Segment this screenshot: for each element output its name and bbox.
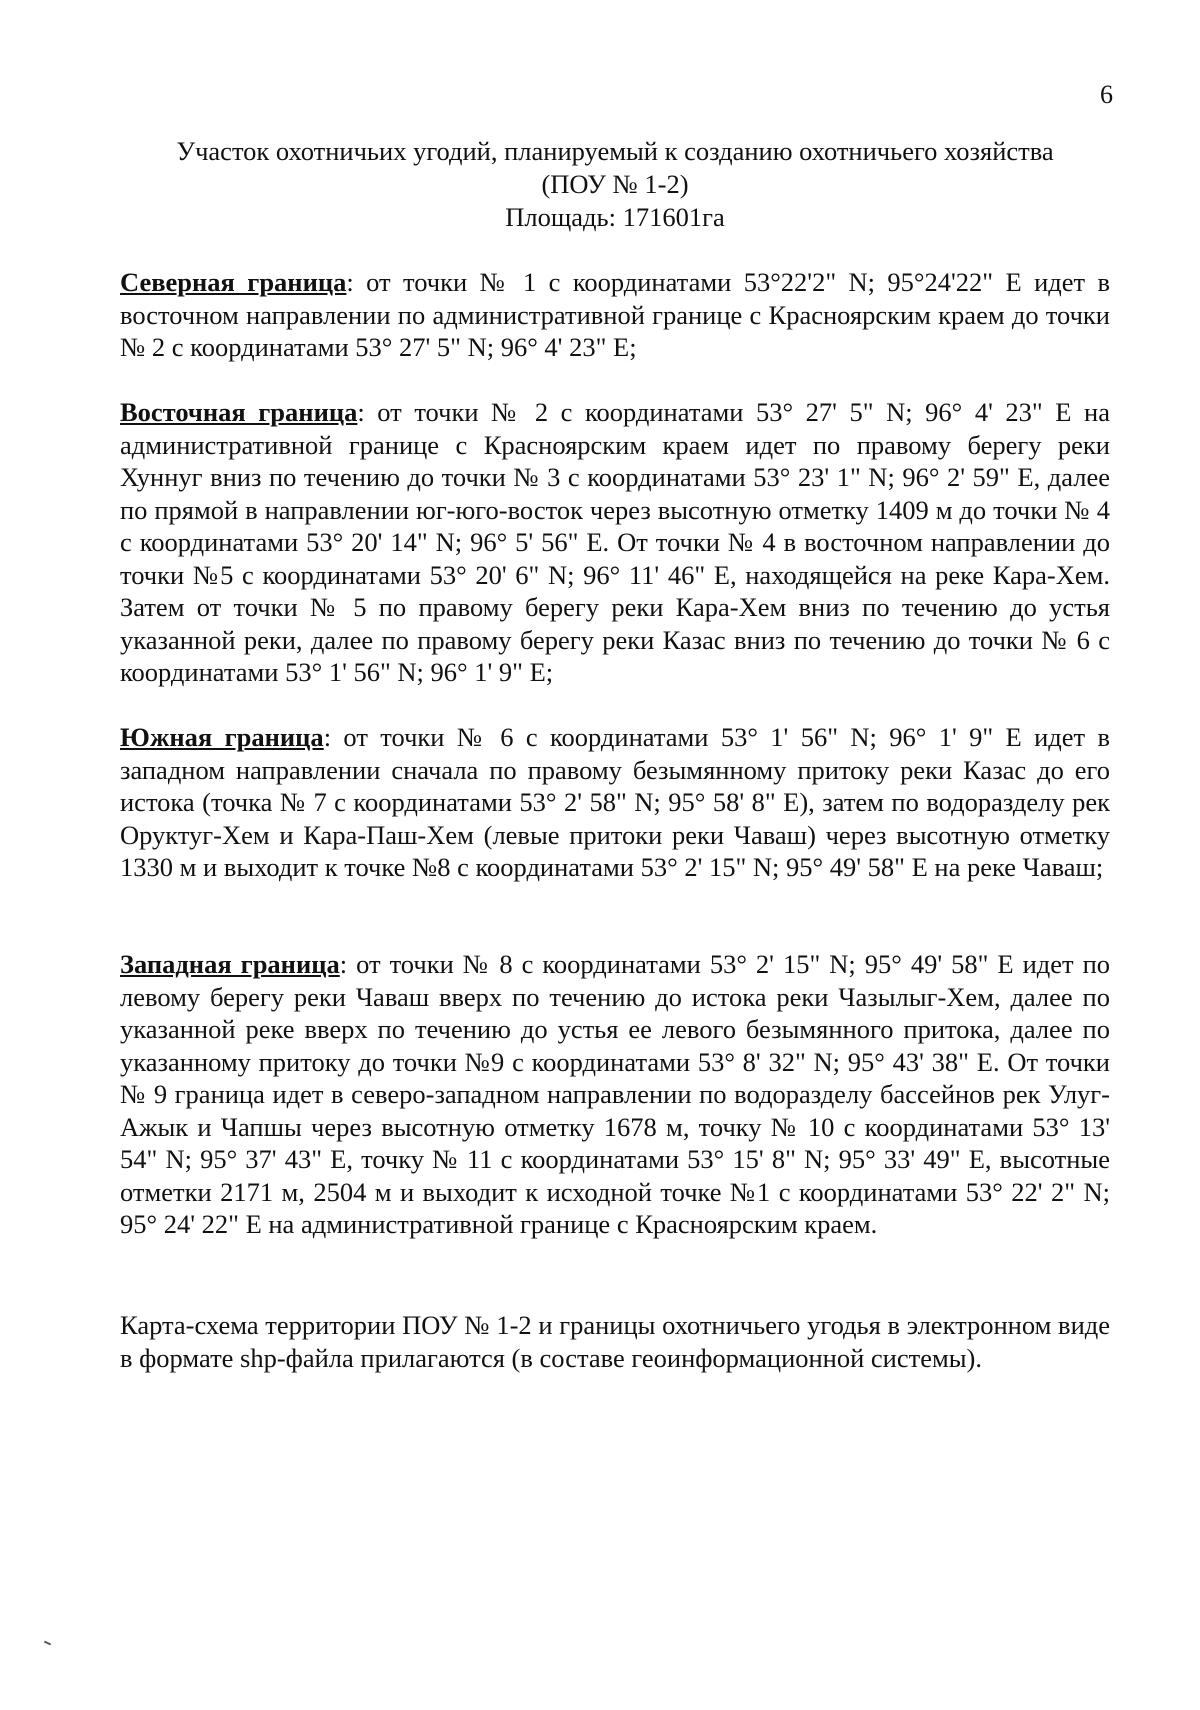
- heading-title: Участок охотничьих угодий, планируемый к созданию охотничьего хозяйства: [176, 136, 1054, 166]
- west-boundary-section: [120, 948, 1110, 1241]
- east-boundary-title: Восточная граница: [120, 397, 358, 427]
- west-boundary-text: : от точки № 8 с координатами 53° 2' 15" N; 95° 49' 58" E идет по левому берегу реки Чаваш вверх по течению до истока реки Чазылыг-Хем, далее по указанной реке вверх по течению до устья ее левого безымянного притока, далее по указанному притоку до точки №9 с координатами 53° 8' 32" N; 95° 43' 38" E. От точки № 9 граница идет в северо-западном направлении по водоразделу бассейнов рек Улуг-Ажык и Чапшы через высотную отметку 1678 м, точку № 10 с координатами 53° 13' 54" N; 95° 37' 43" E, точку № 11 с координатами 53° 15' 8" N; 95° 33' 49" E, высотные отметки 2171 м, 2504 м и выходит к исходной точке №1 с координатами 53° 22' 2" N; 95° 24' 22" E на административной границе с Красноярским краем.: [120, 949, 1111, 1239]
- page-number: 6: [1100, 80, 1113, 109]
- heading-designation: (ПОУ № 1-2): [541, 169, 689, 199]
- document-heading: [120, 135, 1110, 234]
- east-boundary-section: [120, 396, 1110, 689]
- heading-area: Площадь: 171601га: [505, 202, 725, 232]
- west-boundary-title: Западная граница: [120, 949, 340, 979]
- east-boundary-text: : от точки № 2 с координатами 53° 27' 5" N; 96° 4' 23" E на административной границе с Красноярским краем идет по правому берегу реки Хуннуг вниз по течению до точки № 3 с координатами 53° 23' 1" N; 96° 2' 59" E, далее по прямой в направлении юг-юго-восток через высотную отметку 1409 м до точки № 4 с координатами 53° 20' 14" N; 96° 5' 56" E. От точки № 4 в восточном направлении до точки №5 с координатами 53° 20' 6" N; 96° 11' 46" E, находящейся на реке Кара-Хем. Затем от точки № 5 по правому берегу реки Кара-Хем вниз по течению до устья указанной реки, далее по правому берегу реки Казас вниз по течению до точки № 6 с координатами 53° 1' 56" N; 96° 1' 9" E;: [120, 397, 1110, 687]
- south-boundary-title: Южная граница: [120, 722, 324, 752]
- north-boundary-section: [120, 266, 1110, 364]
- north-boundary-text: : от точки № 1 с координатами 53°22'2" N; 95°24'22" E идет в восточном направлении по административной границе с Красноярским краем до точки № 2 с координатами 53° 27' 5" N; 96° 4' 23" E;: [120, 267, 1111, 362]
- south-boundary-section: [120, 721, 1110, 884]
- east-boundary-paragraph: [120, 396, 1110, 689]
- west-boundary-paragraph: [120, 948, 1110, 1241]
- north-boundary-title: Северная граница: [120, 267, 347, 297]
- map-attachment-note: [120, 1309, 1110, 1374]
- north-boundary-paragraph: [120, 266, 1110, 364]
- south-boundary-text: : от точки № 6 с координатами 53° 1' 56" N; 96° 1' 9" E идет в западном направлении сначала по правому безымянному притоку реки Казас до его истока (точка № 7 с координатами 53° 2' 58" N; 95° 58' 8" E), затем по водоразделу рек Оруктуг-Хем и Кара-Паш-Хем (левые притоки реки Чаваш) через высотную отметку 1330 м и выходит к точке №8 с координатами 53° 2' 15" N; 95° 49' 58" E на реке Чаваш;: [120, 722, 1111, 882]
- map-attachment-paragraph: Карта-схема территории ПОУ № 1-2 и границы охотничьего угодья в электронном виде в формате shp-файла прилагаются (в составе геоинформационной системы).: [120, 1310, 1110, 1373]
- south-boundary-paragraph: [120, 721, 1110, 884]
- scan-artifact-mark: [44, 1641, 51, 1646]
